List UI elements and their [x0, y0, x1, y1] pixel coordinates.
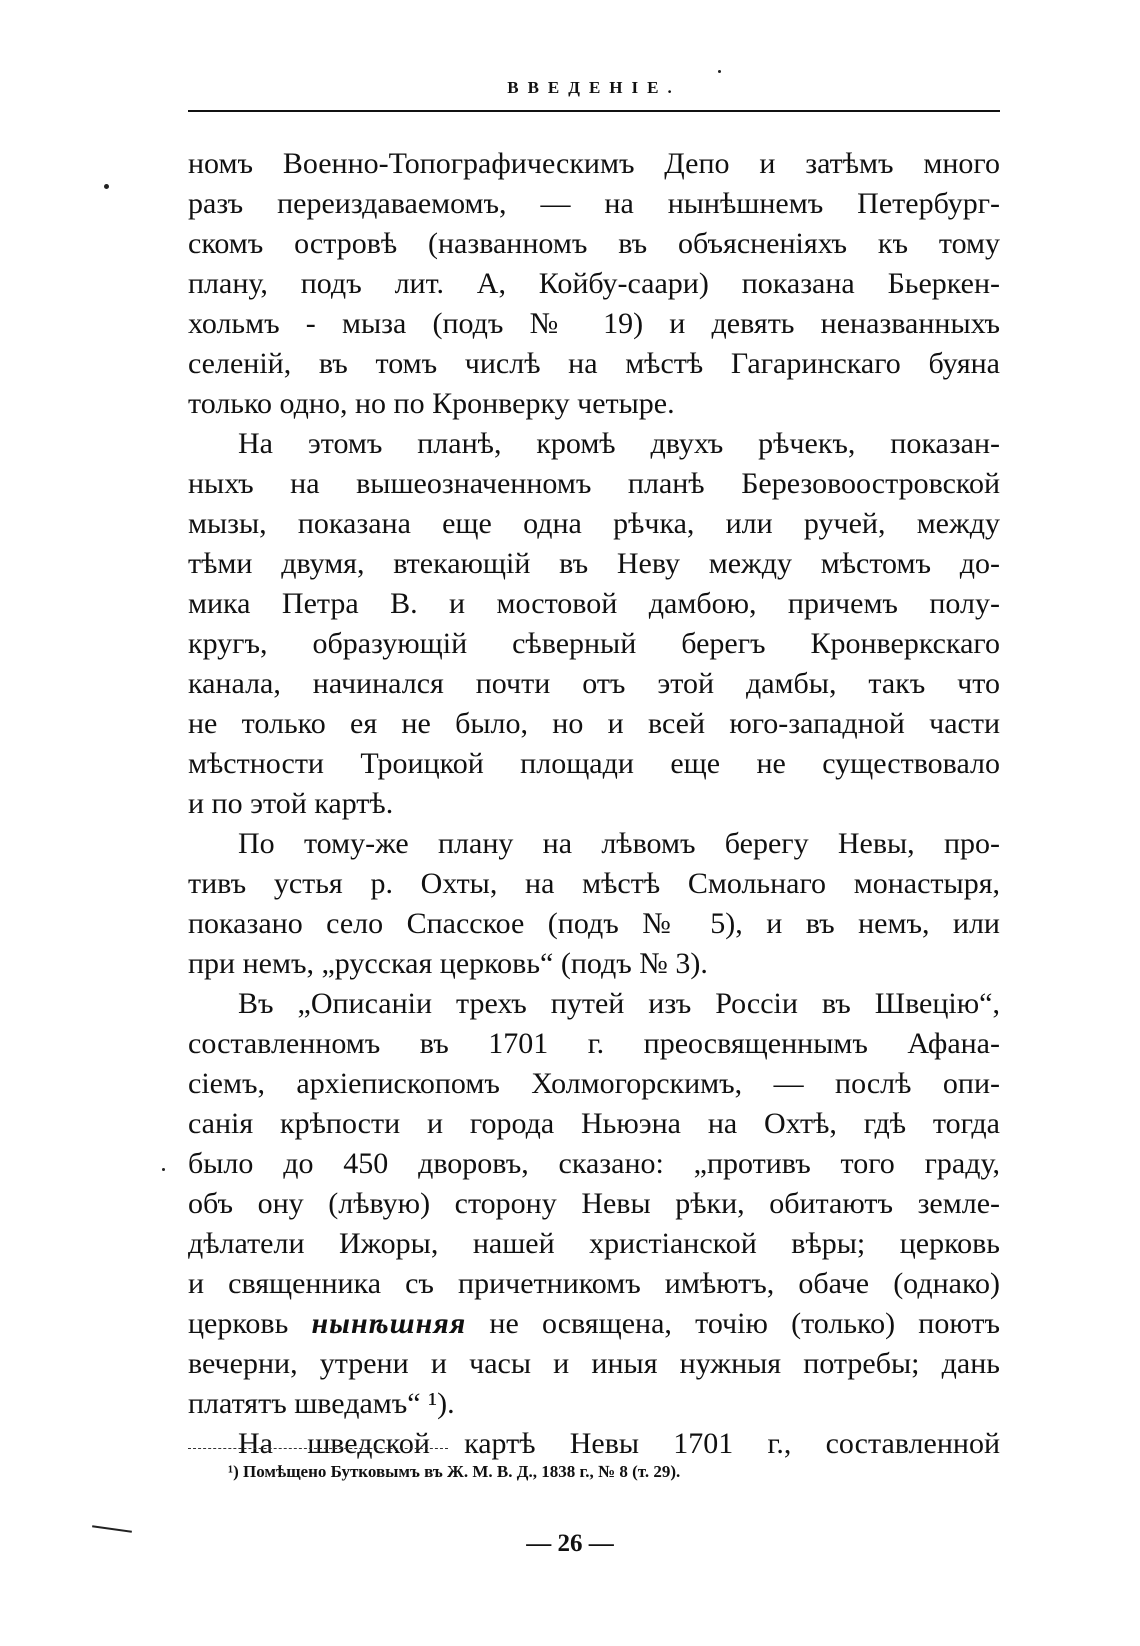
text-line: сіемъ, архіепископомъ Холмогорскимъ, — послѣ опи-: [188, 1067, 1000, 1100]
text-line: На этомъ планѣ, кромѣ двухъ рѣчекъ, показан-: [238, 427, 1000, 460]
text-line: и по этой картѣ.: [188, 787, 394, 820]
footnote-rule: [188, 1448, 448, 1449]
scan-mark: [92, 1525, 132, 1533]
text-line: разъ переиздаваемомъ, — на нынѣшнемъ Петербург-: [188, 187, 1000, 220]
text-line: мика Петра В. и мостовой дамбою, причемъ полу-: [188, 587, 1000, 620]
text-line: селеній, въ томъ числѣ на мѣстѣ Гагаринскаго буяна: [188, 347, 1000, 380]
scan-speck: [162, 1168, 165, 1171]
text-line: канала, начинался почти отъ этой дамбы, такъ что: [188, 667, 1000, 700]
running-head: ВВЕДЕНІЕ.: [507, 78, 681, 97]
text-line: составленномъ въ 1701 г. преосвященнымъ Афана-: [188, 1027, 1000, 1060]
text-line: объ ону (лѣвую) сторону Невы рѣки, обитаютъ земле-: [188, 1187, 1000, 1220]
footnote: ¹) Помѣщено Бутковымъ въ Ж. М. В. Д., 1838 г., № 8 (т. 29).: [228, 1462, 681, 1481]
text-line: показано село Спасское (подъ № 5), и въ немъ, или: [188, 907, 1000, 940]
text-line: платятъ шведамъ“ ¹).: [188, 1387, 455, 1420]
scan-speck: [104, 184, 109, 189]
page-number: — 26 —: [526, 1530, 614, 1557]
text-line: хольмъ - мыза (подъ № 19) и девять неназванныхъ: [188, 307, 1000, 340]
text-line: мызы, показана еще одна рѣчка, или ручей, между: [188, 507, 1000, 540]
text-line: тивъ устья р. Охты, на мѣстѣ Смольнаго монастыря,: [188, 867, 1000, 900]
text-line: санія крѣпости и города Ньюэна на Охтѣ, гдѣ тогда: [188, 1107, 1000, 1140]
text-line: плану, подъ лит. А, Койбу-саари) показана Бьеркен-: [188, 267, 1000, 300]
text-line: дѣлатели Ижоры, нашей христіанской вѣры; церковь: [188, 1227, 1000, 1260]
text-line-with-emphasis: [188, 1304, 1000, 1344]
scan-speck: [718, 70, 721, 73]
text-line: скомъ островѣ (названномъ въ объясненіяхъ къ тому: [188, 227, 1000, 260]
text-line: Въ „Описаніи трехъ путей изъ Россіи въ Швецію“,: [238, 987, 1000, 1020]
text-line: номъ Военно-Топографическимъ Депо и затѣмъ много: [188, 147, 1000, 180]
emphasized-word: нынѣшняя: [311, 1307, 467, 1340]
body-text: [188, 144, 1000, 1464]
text-line: По тому-же плану на лѣвомъ берегу Невы, про-: [238, 827, 1000, 860]
text-line: На шведской картѣ Невы 1701 г., составленной: [238, 1427, 1000, 1460]
text-line: мѣстности Троицкой площади еще не существовало: [188, 747, 1000, 780]
text-line: при немъ, „русская церковь“ (подъ № 3).: [188, 947, 708, 980]
text-fragment: не освящена, точію (только) поютъ: [466, 1307, 1000, 1340]
header-rule: [188, 110, 1000, 112]
text-line: было до 450 дворовъ, сказано: „противъ того граду,: [188, 1147, 1000, 1180]
text-line: только одно, но по Кронверку четыре.: [188, 387, 675, 420]
text-fragment: церковь: [188, 1307, 312, 1340]
text-line: и священника съ причетникомъ имѣютъ, обаче (однако): [188, 1267, 1000, 1300]
text-line: не только ея не было, но и всей юго-западной части: [188, 707, 1000, 740]
text-line: кругъ, образующій сѣверный берегъ Кронверкскаго: [188, 627, 1000, 660]
text-line: вечерни, утрени и часы и иныя нужныя потребы; дань: [188, 1347, 1000, 1380]
text-line: тѣми двумя, втекающій въ Неву между мѣстомъ до-: [188, 547, 1000, 580]
text-line: ныхъ на вышеозначенномъ планѣ Березовоостровской: [188, 467, 1000, 500]
